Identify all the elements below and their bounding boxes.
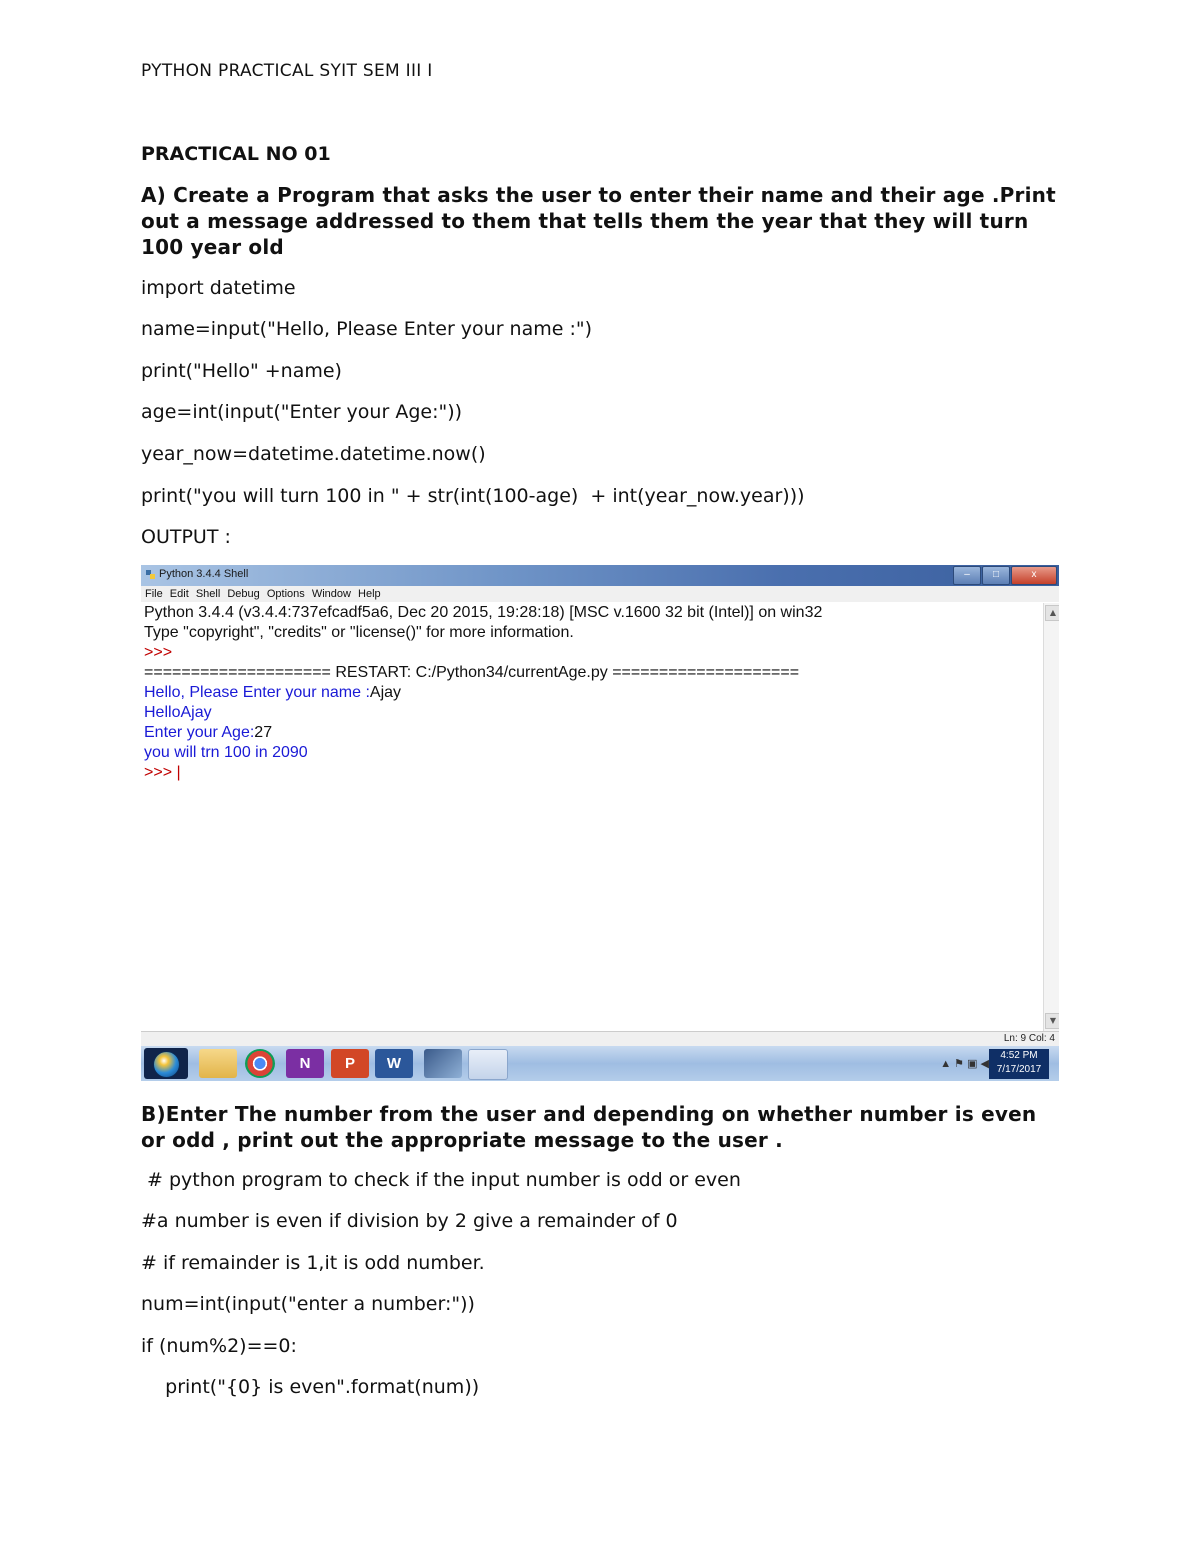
page-header: PYTHON PRACTICAL SYIT SEM III I [141,61,433,81]
practical-title: PRACTICAL NO 01 [141,143,331,165]
snipping-tool-icon[interactable] [424,1049,462,1078]
python-icon [145,569,156,580]
code-line: print("Hello" +name) [141,360,342,382]
shell-console[interactable] [141,603,1044,1033]
windows-taskbar [141,1046,1059,1081]
code-line: num=int(input("enter a number:")) [141,1293,475,1315]
windows-orb-icon [153,1051,180,1078]
code-line: # if remainder is 1,it is odd number. [141,1252,485,1274]
code-line: print("{0} is even".format(num)) [141,1376,480,1398]
vertical-scrollbar[interactable] [1043,603,1059,1031]
code-line: #a number is even if division by 2 give a remainder of 0 [141,1210,678,1232]
output-label: OUTPUT : [141,526,231,548]
code-line: age=int(input("Enter your Age:")) [141,401,463,423]
close-button[interactable]: x [1011,566,1057,585]
powerpoint-icon[interactable]: P [331,1049,369,1078]
cursor-position: Ln: 9 Col: 4 [1003,1033,1055,1044]
shell-titlebar [141,565,1059,586]
window-controls [952,566,1057,585]
console-banner: Type "copyright", "credits" or "license()" for more information. [144,624,574,641]
console-prompt: >>> [144,644,173,661]
code-line: year_now=datetime.datetime.now() [141,443,486,465]
console-restart: ==================== RESTART: C:/Python34/currentAge.py ==================== [144,664,800,681]
chrome-icon[interactable] [245,1049,275,1078]
word-icon[interactable]: W [375,1049,413,1078]
menu-bar [141,586,1059,602]
python-shell-screenshot [141,565,1059,1081]
status-bar [141,1031,1059,1046]
menu-options[interactable]: Options [266,588,305,600]
clock-date: 7/17/2017 [996,1064,1042,1075]
menu-shell[interactable]: Shell [195,588,221,600]
console-banner: Python 3.4.4 (v3.4.4:737efcadf5a6, Dec 20 2015, 19:28:18) [MSC v.1600 32 bit (Intel)] on win32 [144,604,823,621]
scroll-up-arrow-icon[interactable]: ▲ [1045,605,1059,621]
question-b: B)Enter The number from the user and depending on whether number is even or odd , print out the appropriate message to the user . [141,1102,1044,1152]
onenote-icon[interactable]: N [286,1049,324,1078]
code-line: print("you will turn 100 in " + str(int(100-age) + int(year_now.year))) [141,485,805,507]
shell-title: Python 3.4.4 Shell [159,568,249,580]
console-input: 27 [254,724,273,741]
menu-edit[interactable]: Edit [169,588,189,600]
console-input: Ajay [369,684,402,701]
code-line: import datetime [141,277,296,299]
explorer-folder-icon[interactable] [199,1049,237,1078]
system-tray-icons[interactable]: ▲ ⚑ ▣ ◀ [940,1058,989,1070]
menu-window[interactable]: Window [311,588,351,600]
code-line: if (num%2)==0: [141,1335,297,1357]
python-idle-icon[interactable] [468,1049,508,1080]
minimize-button[interactable]: – [953,566,981,585]
code-line: # python program to check if the input number is odd or even [141,1169,741,1191]
console-output: Enter your Age: [144,724,255,741]
menu-file[interactable]: File [145,588,163,600]
console-output: Hello, Please Enter your name : [144,684,370,701]
menu-debug[interactable]: Debug [227,588,260,600]
maximize-button[interactable]: □ [982,566,1010,585]
console-prompt: >>> | [144,764,181,781]
start-button[interactable] [144,1048,188,1079]
console-output: HelloAjay [144,704,212,721]
question-a: A) Create a Program that asks the user to enter their name and their age .Print out a message addressed to them that tells them the year that they will turn 100 year old [141,183,1056,259]
scroll-down-arrow-icon[interactable]: ▼ [1045,1013,1059,1029]
console-output: you will trn 100 in 2090 [144,744,308,761]
clock-time: 4:52 PM [1000,1050,1038,1061]
code-line: name=input("Hello, Please Enter your name :") [141,318,593,340]
taskbar-clock[interactable] [989,1049,1049,1079]
menu-help[interactable]: Help [358,588,381,600]
